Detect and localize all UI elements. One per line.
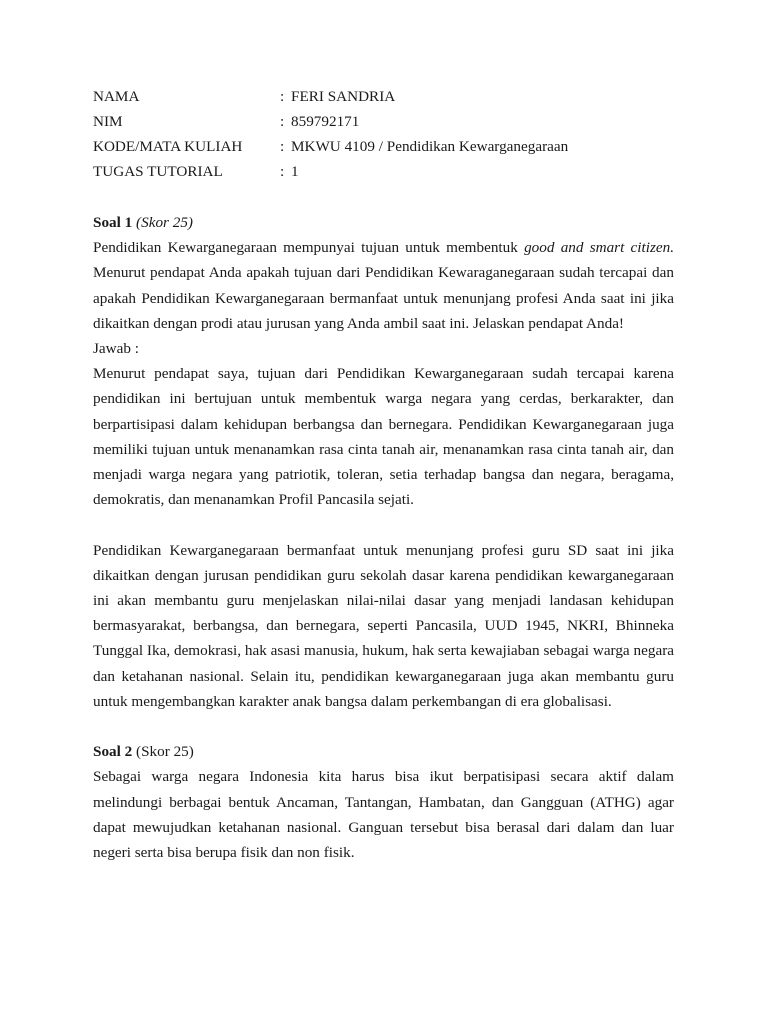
header-label: TUGAS TUTORIAL xyxy=(93,163,223,180)
answer-paragraph-2: Pendidikan Kewarganegaraan bermanfaat untuk menunjang profesi guru SD saat ini jika dikaitkan dengan jurusan pendidikan guru sekolah dasar karena pendidikan kewarganegaraan ini akan membantu guru menjelaskan nilai-nilai dasar yang menjadi landasan kehidupan bermasyarakat, berbangsa, dan bernegara, seperti Pancasila, UUD 1945, NKRI, Bhinneka Tunggal Ika, demokrasi, hak asasi manusia, hukum, hak serta kewajiaban sebagai warga negara dan ketahanan nasional. Selain itu, pendidikan kewarganegaraan juga akan membantu guru untuk mengembangkan karakter anak bangsa dalam perkembangan di era globalisasi. xyxy=(93,541,674,710)
soal-2-heading xyxy=(93,739,674,764)
paragraph-spacer xyxy=(93,512,674,537)
header-value: 1 xyxy=(291,163,299,180)
header-colon: : xyxy=(280,113,285,130)
header-row-nim xyxy=(93,111,693,136)
header-label: NIM xyxy=(93,113,123,130)
header-value: 859792171 xyxy=(291,113,360,130)
header-row-tugas xyxy=(93,161,693,186)
soal-2-score: (Skor 25) xyxy=(136,743,194,761)
header-value: MKWU 4109 / Pendidikan Kewarganegaraan xyxy=(291,138,569,155)
question-italic-text: good and smart citizen. xyxy=(524,239,674,257)
identity-header xyxy=(93,86,693,186)
document-body xyxy=(93,210,674,865)
soal-2-question: Sebagai warga negara Indonesia kita harus bisa ikut berpatisipasi secara aktif dalam melindungi berbagai bentuk Ancaman, Tantangan, Hambatan, dan Gangguan (ATHG) agar dapat mewujudkan ketahanan nasional. Ganguan tersebut bisa berasal dari dalam dan luar negeri serta bisa berupa fisik dan non fisik. xyxy=(93,768,674,862)
header-colon: : xyxy=(280,163,285,180)
header-colon: : xyxy=(280,138,285,155)
question-text: Menurut pendapat Anda apakah tujuan dari Pendidikan Kewaraganegaraan sudah tercapai dan apakah Pendidikan Kewarganegaraan bermanfaat untuk menunjang profesi Anda saat ini jika dikaitkan dengan prodi atau jurusan yang Anda ambil saat ini. Jelaskan pendapat Anda! xyxy=(93,264,674,332)
soal-2-title: Soal 2 xyxy=(93,743,133,761)
paragraph-spacer xyxy=(93,714,674,739)
soal-1-question xyxy=(93,235,674,336)
answer-label: Jawab : xyxy=(93,340,139,358)
question-text: Pendidikan Kewarganegaraan mempunyai tujuan untuk membentuk xyxy=(93,239,525,257)
soal-1-score: (Skor 25) xyxy=(136,214,193,231)
header-colon: : xyxy=(280,88,285,105)
header-row-kode xyxy=(93,136,693,161)
header-label: NAMA xyxy=(93,88,140,105)
header-value: FERI SANDRIA xyxy=(291,88,396,105)
header-row-nama xyxy=(93,86,693,111)
answer-paragraph-1: Menurut pendapat saya, tujuan dari Pendidikan Kewarganegaraan sudah tercapai karena pendidikan ini bertujuan untuk membentuk warga negara yang cerdas, berkarakter, dan berpartisipasi dalam kehidupan berbangsa dan bernegara. Pendidikan Kewarganegaraan juga memiliki tujuan untuk menanamkan rasa cinta tanah air, menanamkan rasa cinta tanah air, dan menjadi warga negara yang patriotik, toleran, setia terhadap bangsa dan negara, beragama, demokratis, dan menanamkan Profil Pancasila sejati. xyxy=(93,365,674,509)
soal-1-title: Soal 1 xyxy=(93,214,133,231)
header-label: KODE/MATA KULIAH xyxy=(93,138,243,155)
soal-1-heading xyxy=(93,210,674,235)
